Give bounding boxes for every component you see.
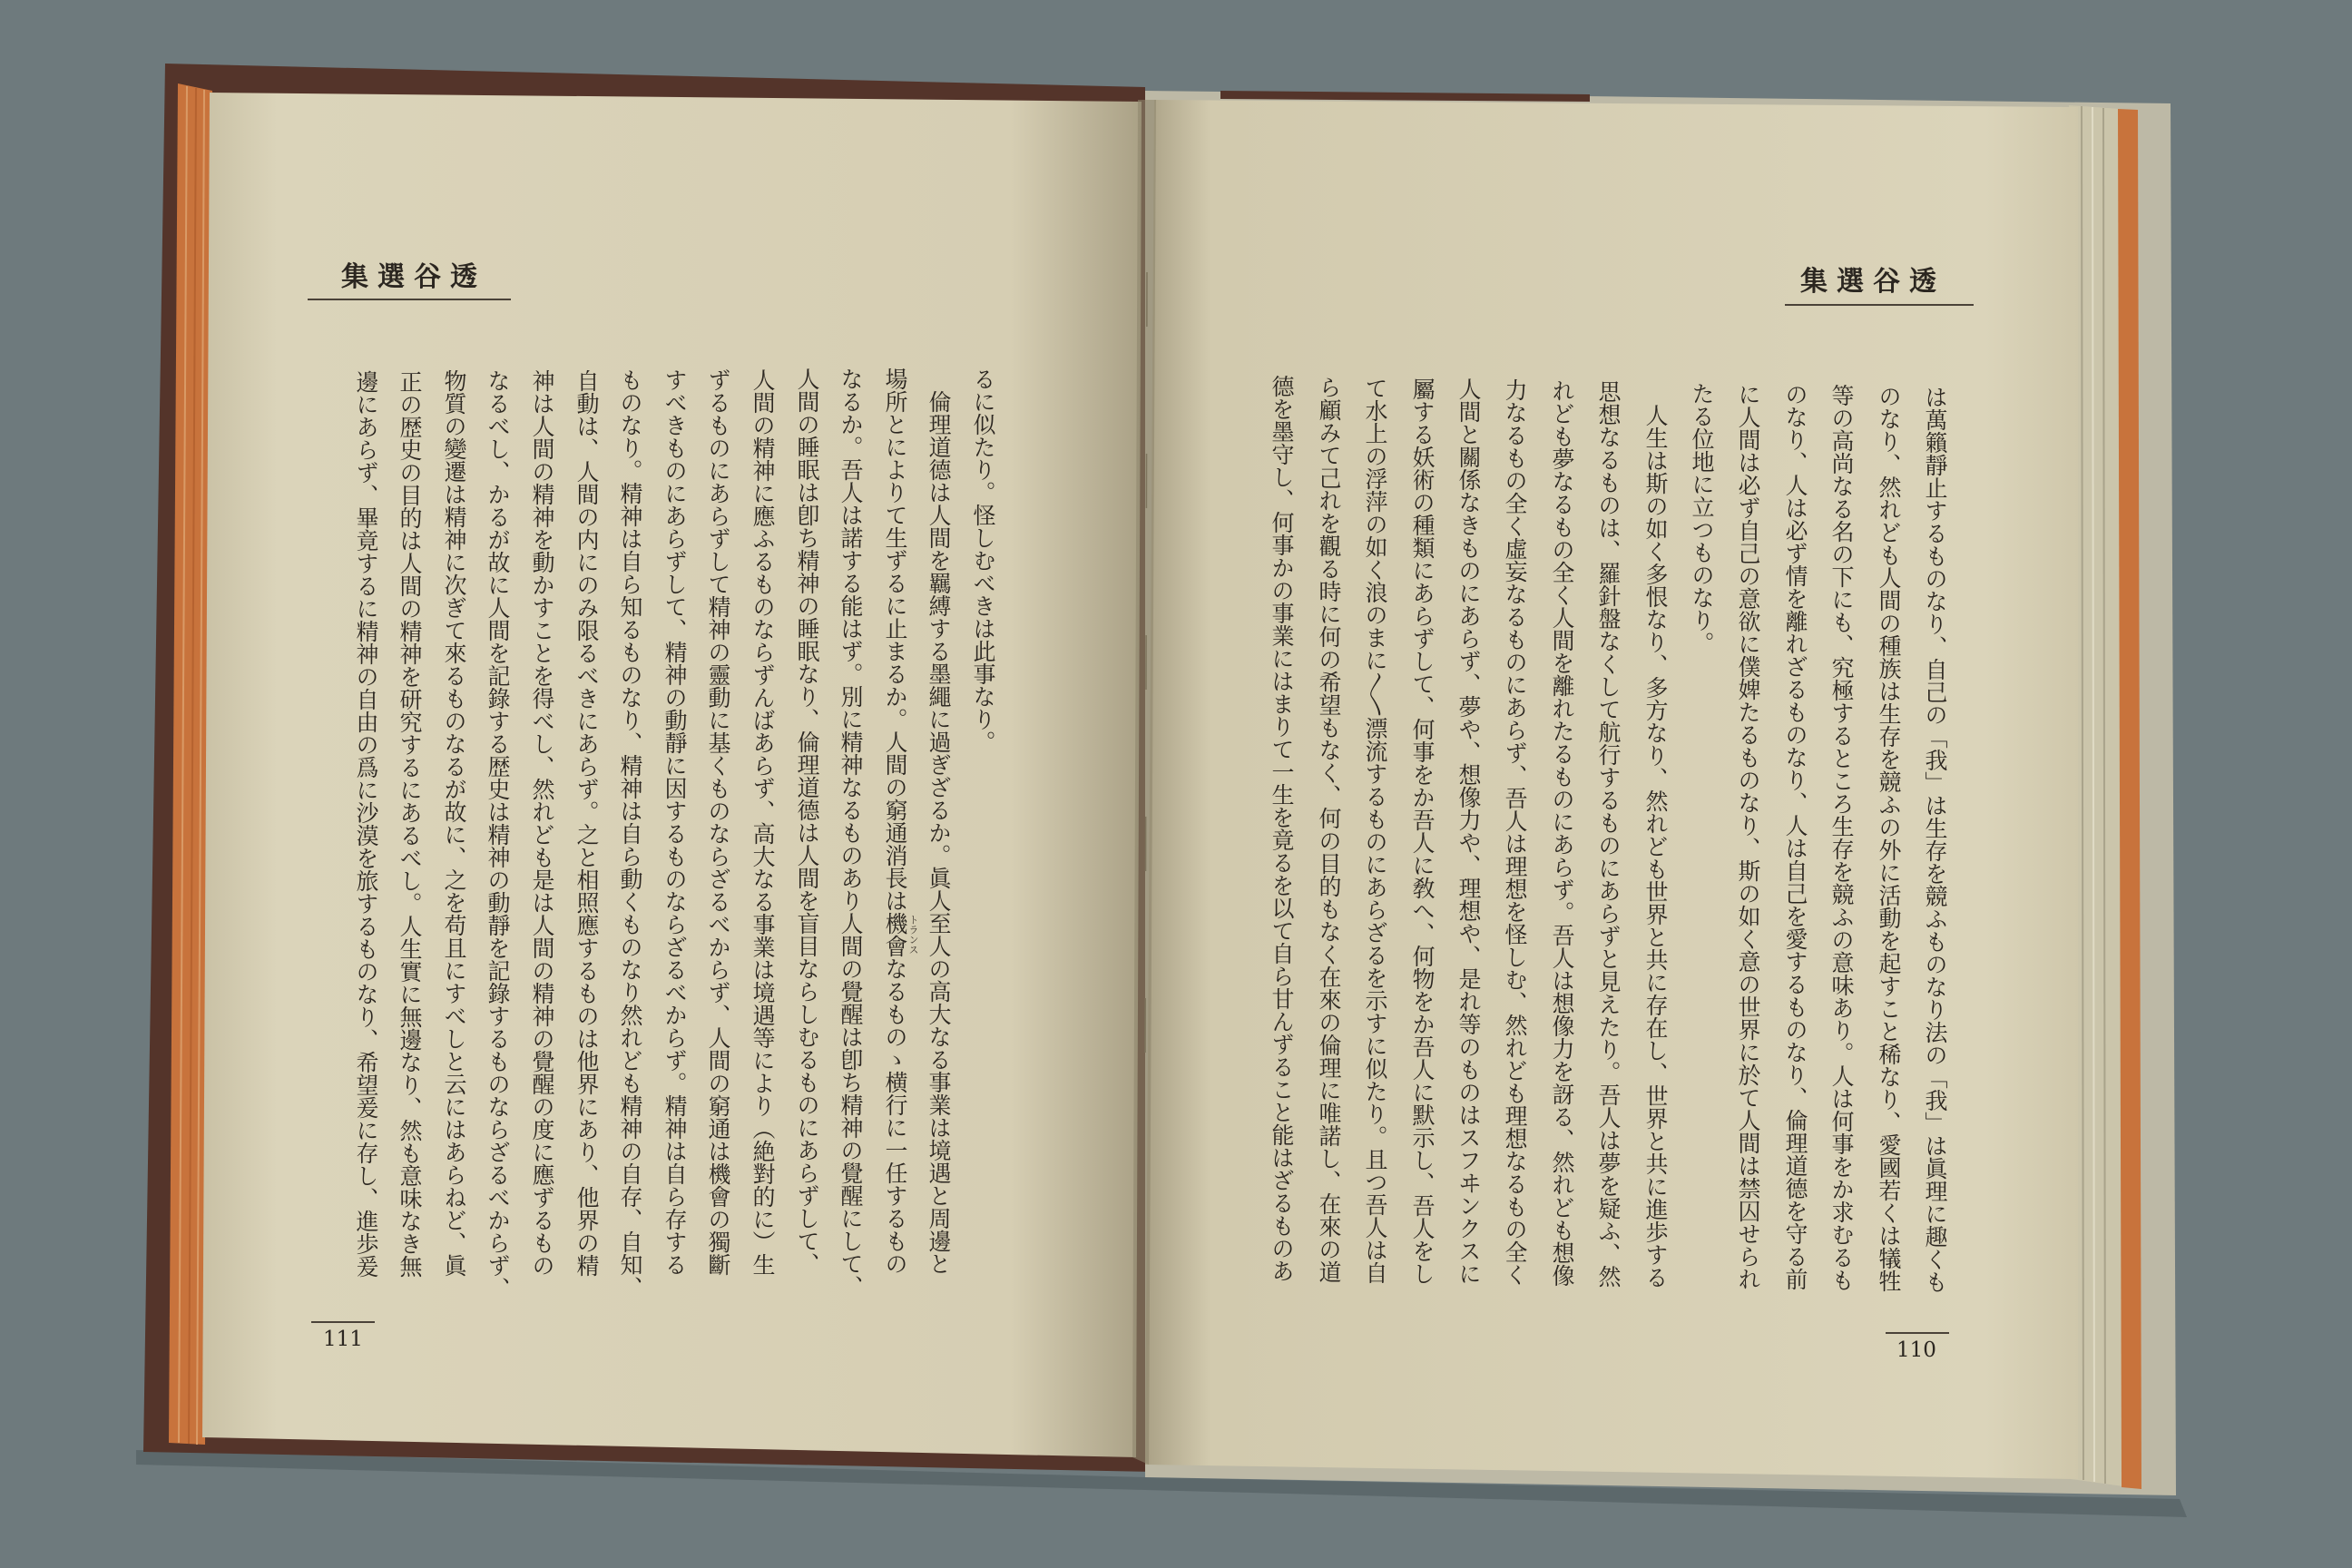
text-column: 人生は斯の如く多恨なり、多方なり、然れども世界と共に存在し、世界と共に進歩する: [1642, 404, 1669, 1289]
text-column: て水上の浮萍の如く浪のまに〳〵漂流するものにあらざるを示すに似たり。且つ吾人は自: [1362, 377, 1388, 1284]
header-rule-right: [1785, 304, 1974, 306]
page-edges-right-orange: [2118, 109, 2141, 1489]
running-header-right: 集選谷透: [1800, 266, 1945, 298]
text-column: 場所とによりて生ずるに止まるか。人間の窮通消長は機會なるものゝ横行に一任するもの: [882, 368, 908, 1275]
text-column: なるか。吾人は諾する能はず。別に精神なるものあり人間の覺醒は卽ち精神の覺醒にして、: [838, 368, 864, 1298]
ruby-annotation: トランス: [907, 915, 919, 955]
running-header-left: 集選谷透: [341, 261, 486, 293]
text-column: 倫理道德は人間を羈縛する墨繩に過ぎざるか。眞人至人の高大なる事業は境遇と周邊と: [926, 390, 952, 1275]
text-column: 人間と關係なきものにあらず、夢や、想像力や、理想や、是れ等のものはスフヰンクスに: [1455, 377, 1482, 1285]
text-column: 邊にあらず、畢竟するに精神の自由の爲に沙漠を旅するものなり、希望爰に存し、進歩爰: [353, 370, 379, 1278]
page-number-rule-left: [311, 1321, 375, 1323]
text-column: ら顧みて己れを觀る時に何の希望もなく、何の目的もなく在來の倫理に唯諾し、在來の道: [1316, 376, 1342, 1283]
text-column: 自動は、人間の内にのみ限るべきにあらず。之と相照應するものは他界にあり、他界の精: [573, 369, 600, 1277]
text-column: は萬籟靜止するものなり、自己の「我」は生存を競ふものなり法の「我」は眞理に趣くも: [1922, 386, 1948, 1293]
text-column: に人間は必ず自己の意欲に僕婢たるものなり、斯の如く意の世界に於て人間は禁囚せられ: [1735, 383, 1761, 1290]
text-column: 力なるもの全く虛妄なるものにあらず、吾人は理想を怪しむ、然れども理想なるもの全く: [1502, 378, 1528, 1286]
text-column: たる位地に立つものなり。: [1689, 382, 1715, 654]
header-rule-left: [308, 299, 511, 300]
text-column: のなり、人は必ず情を離れざるものなり、人は自己を愛するものなり、倫理道德を守る前: [1782, 383, 1808, 1290]
page-number-right: 110: [1896, 1338, 1936, 1362]
text-column: ずるものにあらずして精神の靈動に基くものならざるべからず、人間の窮通は機會の獨斷: [705, 368, 731, 1276]
text-column: るに似たり。怪しむべきは此事なり。: [970, 368, 996, 753]
text-column: 屬する妖術の種類にあらずして、何事をか吾人に敎へ、何物をか吾人に默示し、吾人をし: [1409, 377, 1436, 1285]
text-column: れども夢なるもの全く人間を離れたるものにあらず。吾人は想像力を訝る、然れども想像: [1549, 379, 1575, 1287]
text-column: 思想なるものは、羅針盤なくして航行するものにあらずと見えたり。吾人は夢を疑ふ、然: [1595, 380, 1622, 1288]
text-column: すべきものにあらずして、精神の動靜に因するものならざるべからず。精神は自ら存する: [662, 368, 688, 1276]
text-column: 德を墨守し、何事かの事業にはまりて一生を竟るを以て自ら甘んずること能はざるものあ: [1269, 375, 1295, 1282]
page-number-rule-right: [1886, 1332, 1949, 1334]
text-column: 正の歴史の目的は人間の精神を研究するにあるべし。人生實に無邊なり、然も意味なき無: [397, 370, 423, 1278]
text-column: ものなり。精神は自ら知るものなり、精神は自ら動くものなり然れども精神の自存、自知、: [617, 368, 643, 1298]
text-column: 物質の變遷は精神に次ぎて來るものなるが故に、之を苟且にすべしと云にはあらねど、眞: [441, 369, 467, 1277]
text-column: 人間の精神に應ふるものならずんばあらず、高大なる事業は境遇等により（絶對的に）生: [750, 368, 776, 1276]
text-column: 人間の睡眠は卽ち精神の睡眠なり、倫理道德は人間を盲目ならしむるものにあらずして、: [794, 368, 820, 1275]
text-column: 神は人間の精神を動かすことを得べし、然れども是は人間の精神の覺醒の度に應ずるもの: [529, 369, 555, 1277]
text-column: なるべし、かるが故に人間を記錄する歴史は精神の動靜を記錄するものならざるべからず、: [485, 369, 511, 1299]
text-column: 等の高尚なる名の下にも、究極するところ生存を競ふの意味あり。人は何事をか求むるも: [1828, 384, 1855, 1291]
text-column: のなり、然れども人間の種族は生存を競ふの外に活動を起すこと稀なり、愛國若くは犠牲: [1876, 385, 1902, 1292]
page-number-left: 111: [323, 1328, 363, 1351]
